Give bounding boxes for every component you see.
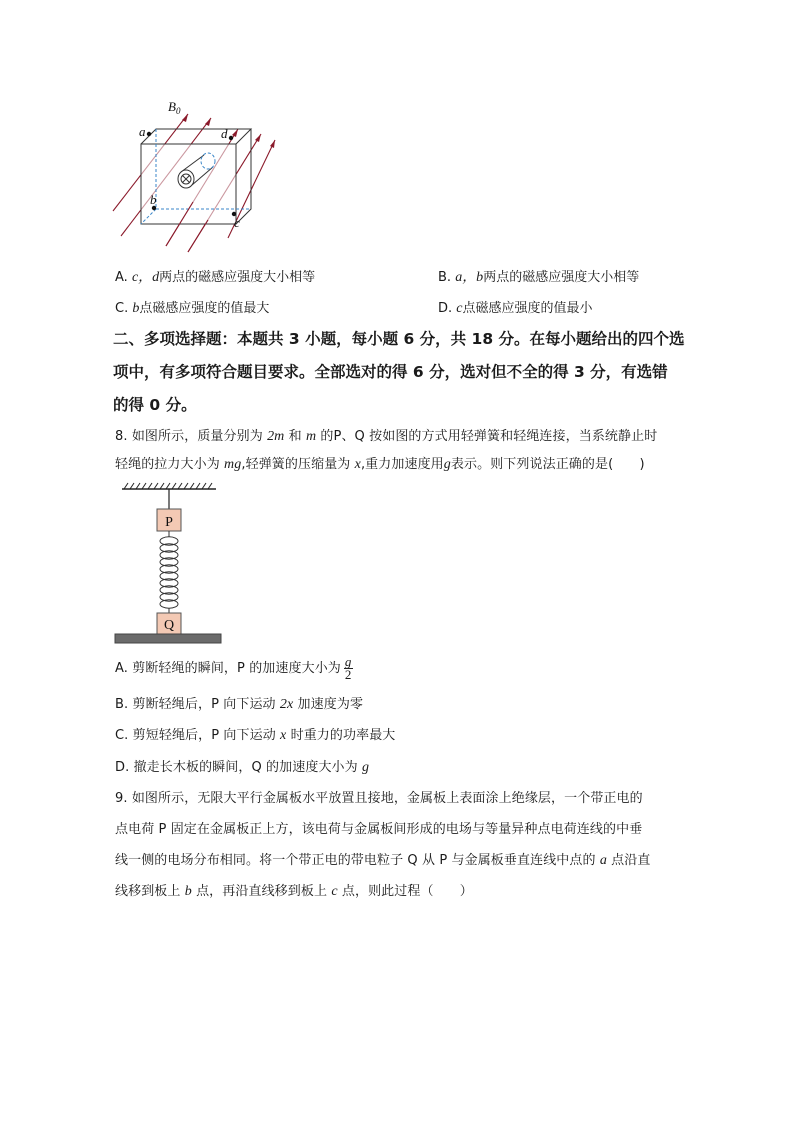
svg-text:P: P — [165, 515, 173, 530]
section2-heading-line1: 二、多项选择题：本题共 3 小题，每小题 6 分，共 18 分。在每小题给出的四个选 — [113, 330, 685, 348]
q7-option-b: B. a，b两点的磁感应强度大小相等 — [438, 270, 640, 285]
q7-option-a: A. c，d两点的磁感应强度大小相等 — [115, 270, 316, 285]
q8-option-d: D. 撤走长木板的瞬间，Q 的加速度大小为 g — [115, 760, 370, 775]
q9-stem-line1: 9. 如图所示，无限大平行金属板水平放置且接地，金属板上表面涂上绝缘层，一个带正电的 — [115, 791, 643, 806]
q8-option-a: A. 剪断轻绳的瞬间，P 的加速度大小为 $\frac{g}{2}$ — [115, 654, 352, 682]
q8-option-b: B. 剪断轻绳后，P 向下运动 2x 加速度为零 — [115, 697, 364, 712]
label-b: b — [150, 192, 157, 207]
q9-stem-line2: 点电荷 P 固定在金属板正上方，该电荷与金属板间形成的电场与等量异种点电荷连线的中垂 — [115, 822, 643, 837]
q8-option-c: C. 剪短轻绳后，P 向下运动 x 时重力的功率最大 — [115, 728, 396, 743]
fraction-g-over-2: $\frac{g}{2}$ — [344, 654, 352, 682]
svg-text:Q: Q — [163, 618, 175, 633]
section2-heading-line3: 的得 0 分。 — [113, 396, 197, 414]
label-c: c — [234, 215, 240, 230]
label-a: a — [139, 124, 146, 139]
section2-heading-line2: 项中，有多项符合题目要求。全部选对的得 6 分，选对但不全的得 3 分，有选错 — [113, 363, 668, 381]
spring-system-figure — [112, 482, 224, 648]
label-d: d — [221, 126, 228, 141]
q9-stem-line3: 线一侧的电场分布相同。将一个带正电的带电粒子 Q 从 P 与金属板垂直连线中点的 a 点沿直 — [115, 853, 651, 868]
q8-stem-line1: 8. 如图所示，质量分别为 2m 和 m 的P、Q 按如图的方式用轻弹簧和轻绳连接，当系统静止时 — [115, 429, 658, 444]
q9-stem-line4: 线移到板上 b 点，再沿直线移到板上 c 点，则此过程（ ） — [115, 884, 473, 899]
q8-stem-line2: 轻绳的拉力大小为 mg,轻弹簧的压缩量为 x,重力加速度用g表示。则下列说法正确的是( ) — [115, 457, 645, 472]
magnetic-field-cube-figure — [108, 96, 278, 256]
wooden-board — [115, 634, 221, 643]
q7-option-c: C. b点磁感应强度的值最大 — [115, 301, 270, 316]
q7-option-d: D. c点磁感应强度的值最小 — [438, 301, 593, 316]
label-B0: $B_0$ — [168, 99, 181, 116]
